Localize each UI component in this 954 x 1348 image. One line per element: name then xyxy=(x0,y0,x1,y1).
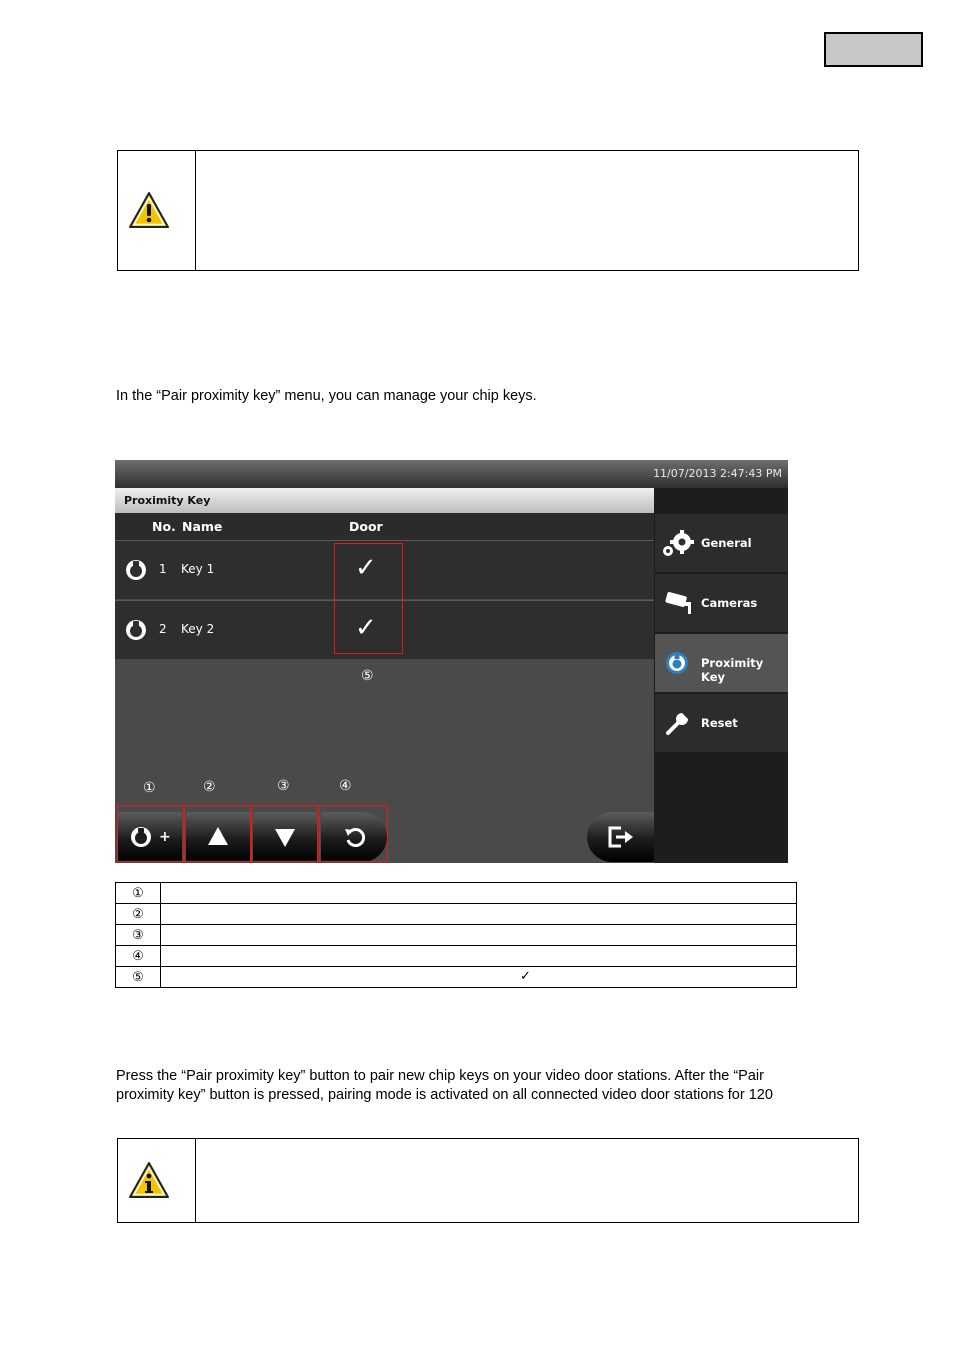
legend-text xyxy=(161,904,797,925)
col-door: Door xyxy=(349,519,383,534)
callout-2: ② xyxy=(203,779,216,795)
info-icon xyxy=(128,1161,170,1199)
legend-text xyxy=(161,967,797,988)
legend-number: ④ xyxy=(116,946,161,967)
chip-key-icon xyxy=(125,559,147,581)
pair-paragraph-line-1: Press the “Pair proximity key” button to pair new chip keys on your video door stations. After the “Pair xyxy=(116,1068,764,1084)
sidebar-item-proximity-key[interactable] xyxy=(655,634,788,692)
callout-3: ③ xyxy=(277,778,290,794)
button-highlight xyxy=(184,805,251,862)
plus-icon: + xyxy=(159,829,171,845)
key-no: 2 xyxy=(159,622,167,636)
legend-number: ⑤ xyxy=(116,967,161,988)
legend-row xyxy=(116,904,797,925)
legend-text xyxy=(161,883,797,904)
door-column-highlight xyxy=(334,543,403,654)
page-tab xyxy=(824,32,923,67)
legend-row xyxy=(116,967,797,988)
status-bar xyxy=(115,460,788,488)
sidebar-item-reset[interactable] xyxy=(655,694,788,752)
legend-row xyxy=(116,925,797,946)
sidebar-item-label: Cameras xyxy=(701,596,758,610)
info-notice xyxy=(117,1138,859,1223)
exit-button[interactable] xyxy=(587,812,654,862)
sidebar-item-label: General xyxy=(701,536,752,550)
proximity-key-screen xyxy=(115,460,788,863)
screen-title-bar xyxy=(115,488,654,513)
wrench-icon xyxy=(665,710,691,736)
sidebar-item-cameras[interactable] xyxy=(655,574,788,632)
col-name: Name xyxy=(182,519,223,534)
button-highlight xyxy=(117,805,184,862)
table-header xyxy=(115,513,654,540)
legend-number: ③ xyxy=(116,925,161,946)
key-name: Key 1 xyxy=(181,562,215,576)
door-check-icon[interactable]: ✓ xyxy=(355,553,377,583)
screen-title: Proximity Key xyxy=(124,494,211,507)
legend-text xyxy=(161,925,797,946)
intro-paragraph: In the “Pair proximity key” menu, you can manage your chip keys. xyxy=(116,388,537,404)
button-highlight xyxy=(251,805,318,862)
chip-key-icon xyxy=(125,619,147,641)
sidebar-item-label: Proximity Key xyxy=(701,656,764,684)
warning-notice xyxy=(117,150,859,271)
legend-row xyxy=(116,883,797,904)
callout-1: ① xyxy=(143,780,156,796)
callout-4: ④ xyxy=(339,778,352,794)
legend-number: ① xyxy=(116,883,161,904)
pair-paragraph-line-2: proximity key” button is pressed, pairing mode is activated on all connected video door stations for 120 xyxy=(116,1087,773,1103)
legend-number: ② xyxy=(116,904,161,925)
exit-icon xyxy=(607,825,635,849)
legend-row xyxy=(116,946,797,967)
key-no: 1 xyxy=(159,562,167,576)
key-name: Key 2 xyxy=(181,622,215,636)
sidebar-item-label: Reset xyxy=(701,716,738,730)
camera-icon xyxy=(663,590,695,616)
legend-text xyxy=(161,946,797,967)
legend-table xyxy=(115,882,797,988)
col-no: No. xyxy=(152,519,176,534)
button-highlight xyxy=(319,805,388,862)
check-icon: ✓ xyxy=(520,968,531,983)
callout-5: ⑤ xyxy=(361,668,374,684)
chip-key-icon xyxy=(665,651,689,675)
warning-icon xyxy=(128,191,170,229)
sidebar-item-general[interactable] xyxy=(655,514,788,572)
gears-icon xyxy=(661,530,695,558)
door-check-icon[interactable]: ✓ xyxy=(355,613,377,643)
datetime: 11/07/2013 2:47:43 PM xyxy=(653,467,782,480)
